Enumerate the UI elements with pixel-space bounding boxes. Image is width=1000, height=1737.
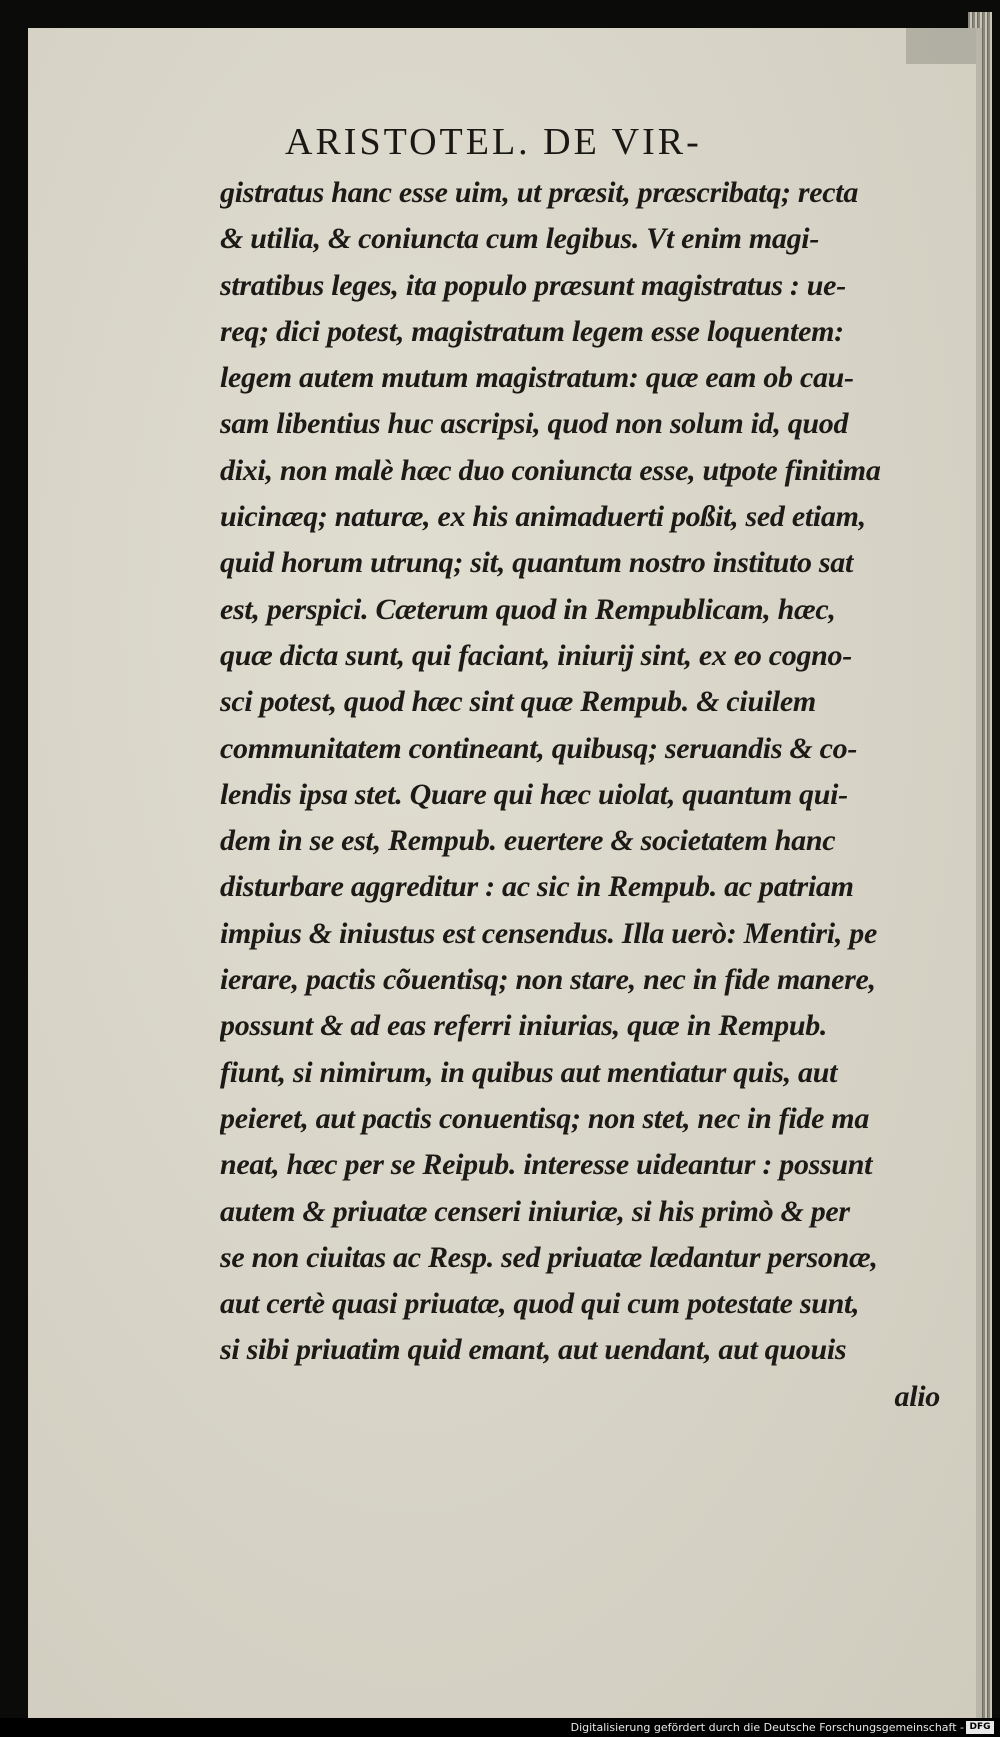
- text-line: gistratus hanc esse uim, ut præsit, præscribatq; recta: [220, 176, 859, 209]
- text-line: quæ dicta sunt, qui faciant, iniurij sint, ex eo cogno-: [220, 638, 852, 672]
- text-line: sci potest, quod hæc sint quæ Rempub. & ciuilem: [220, 685, 816, 719]
- text-line: lendis ipsa stet. Quare qui hæc uiolat, quantum qui-: [220, 777, 848, 811]
- text-line: aut certè quasi priuatæ, quod qui cum potestate sunt,: [220, 1287, 860, 1321]
- text-line: uicinæq; naturæ, ex his animaduerti poßit, sed etiam,: [220, 500, 866, 534]
- text-line: req; dici potest, magistratum legem esse loquentem:: [220, 314, 844, 348]
- dfg-logo: DFG: [966, 1721, 994, 1734]
- text-line: sam libentius huc ascripsi, quod non solum id, quod: [220, 407, 849, 441]
- text-line: fiunt, si nimirum, in quibus aut mentiatur quis, aut: [220, 1055, 838, 1089]
- text-line: peieret, aut pactis conuentisq; non stet, nec in fide ma: [220, 1101, 870, 1135]
- running-title: ARISTOTEL. DE VIR-: [285, 121, 702, 163]
- text-line: impius & iniustus est censendus. Illa uerò: Mentiri, pe: [220, 916, 877, 950]
- text-line: possunt & ad eas referri iniurias, quæ in Rempub.: [220, 1009, 828, 1043]
- text-line: neat, hæc per se Reipub. interesse uideantur : possunt: [220, 1148, 873, 1182]
- text-line: legem autem mutum magistratum: quæ eam ob cau-: [220, 361, 854, 395]
- catchword: alio: [894, 1379, 940, 1413]
- text-line: disturbare aggreditur : ac sic in Rempub. ac patriam: [220, 870, 854, 904]
- page-corner: [906, 28, 976, 64]
- text-line: communitatem contineant, quibusq; seruandis & co-: [220, 731, 858, 765]
- body-text: [220, 170, 940, 1420]
- text-line: se non ciuitas ac Resp. sed priuatæ lædantur personæ,: [220, 1240, 878, 1274]
- text-line: dem in se est, Rempub. euertere & societatem hanc: [220, 824, 836, 858]
- text-line: si sibi priuatim quid emant, aut uendant, aut quouis: [220, 1333, 847, 1367]
- text-line: stratibus leges, ita populo præsunt magistratus : ue-: [220, 268, 846, 302]
- text-line: dixi, non malè hæc duo coniuncta esse, utpote finitima: [220, 453, 881, 487]
- text-line: autem & priuatæ censeri iniuriæ, si his primò & per: [220, 1194, 850, 1228]
- footer-bar: [0, 1718, 1000, 1737]
- text-line: ierare, pactis cõuentisq; non stare, nec in fide manere,: [220, 963, 876, 997]
- text-line: quid horum utrunq; sit, quantum nostro instituto sat: [220, 546, 854, 580]
- text-line: & utilia, & coniuncta cum legibus. Vt enim magi-: [220, 222, 820, 256]
- funding-credit: Digitalisierung gefördert durch die Deutsche Forschungsgemeinschaft -: [570, 1721, 964, 1734]
- text-line: est, perspici. Cæterum quod in Rempublicam, hæc,: [220, 592, 836, 626]
